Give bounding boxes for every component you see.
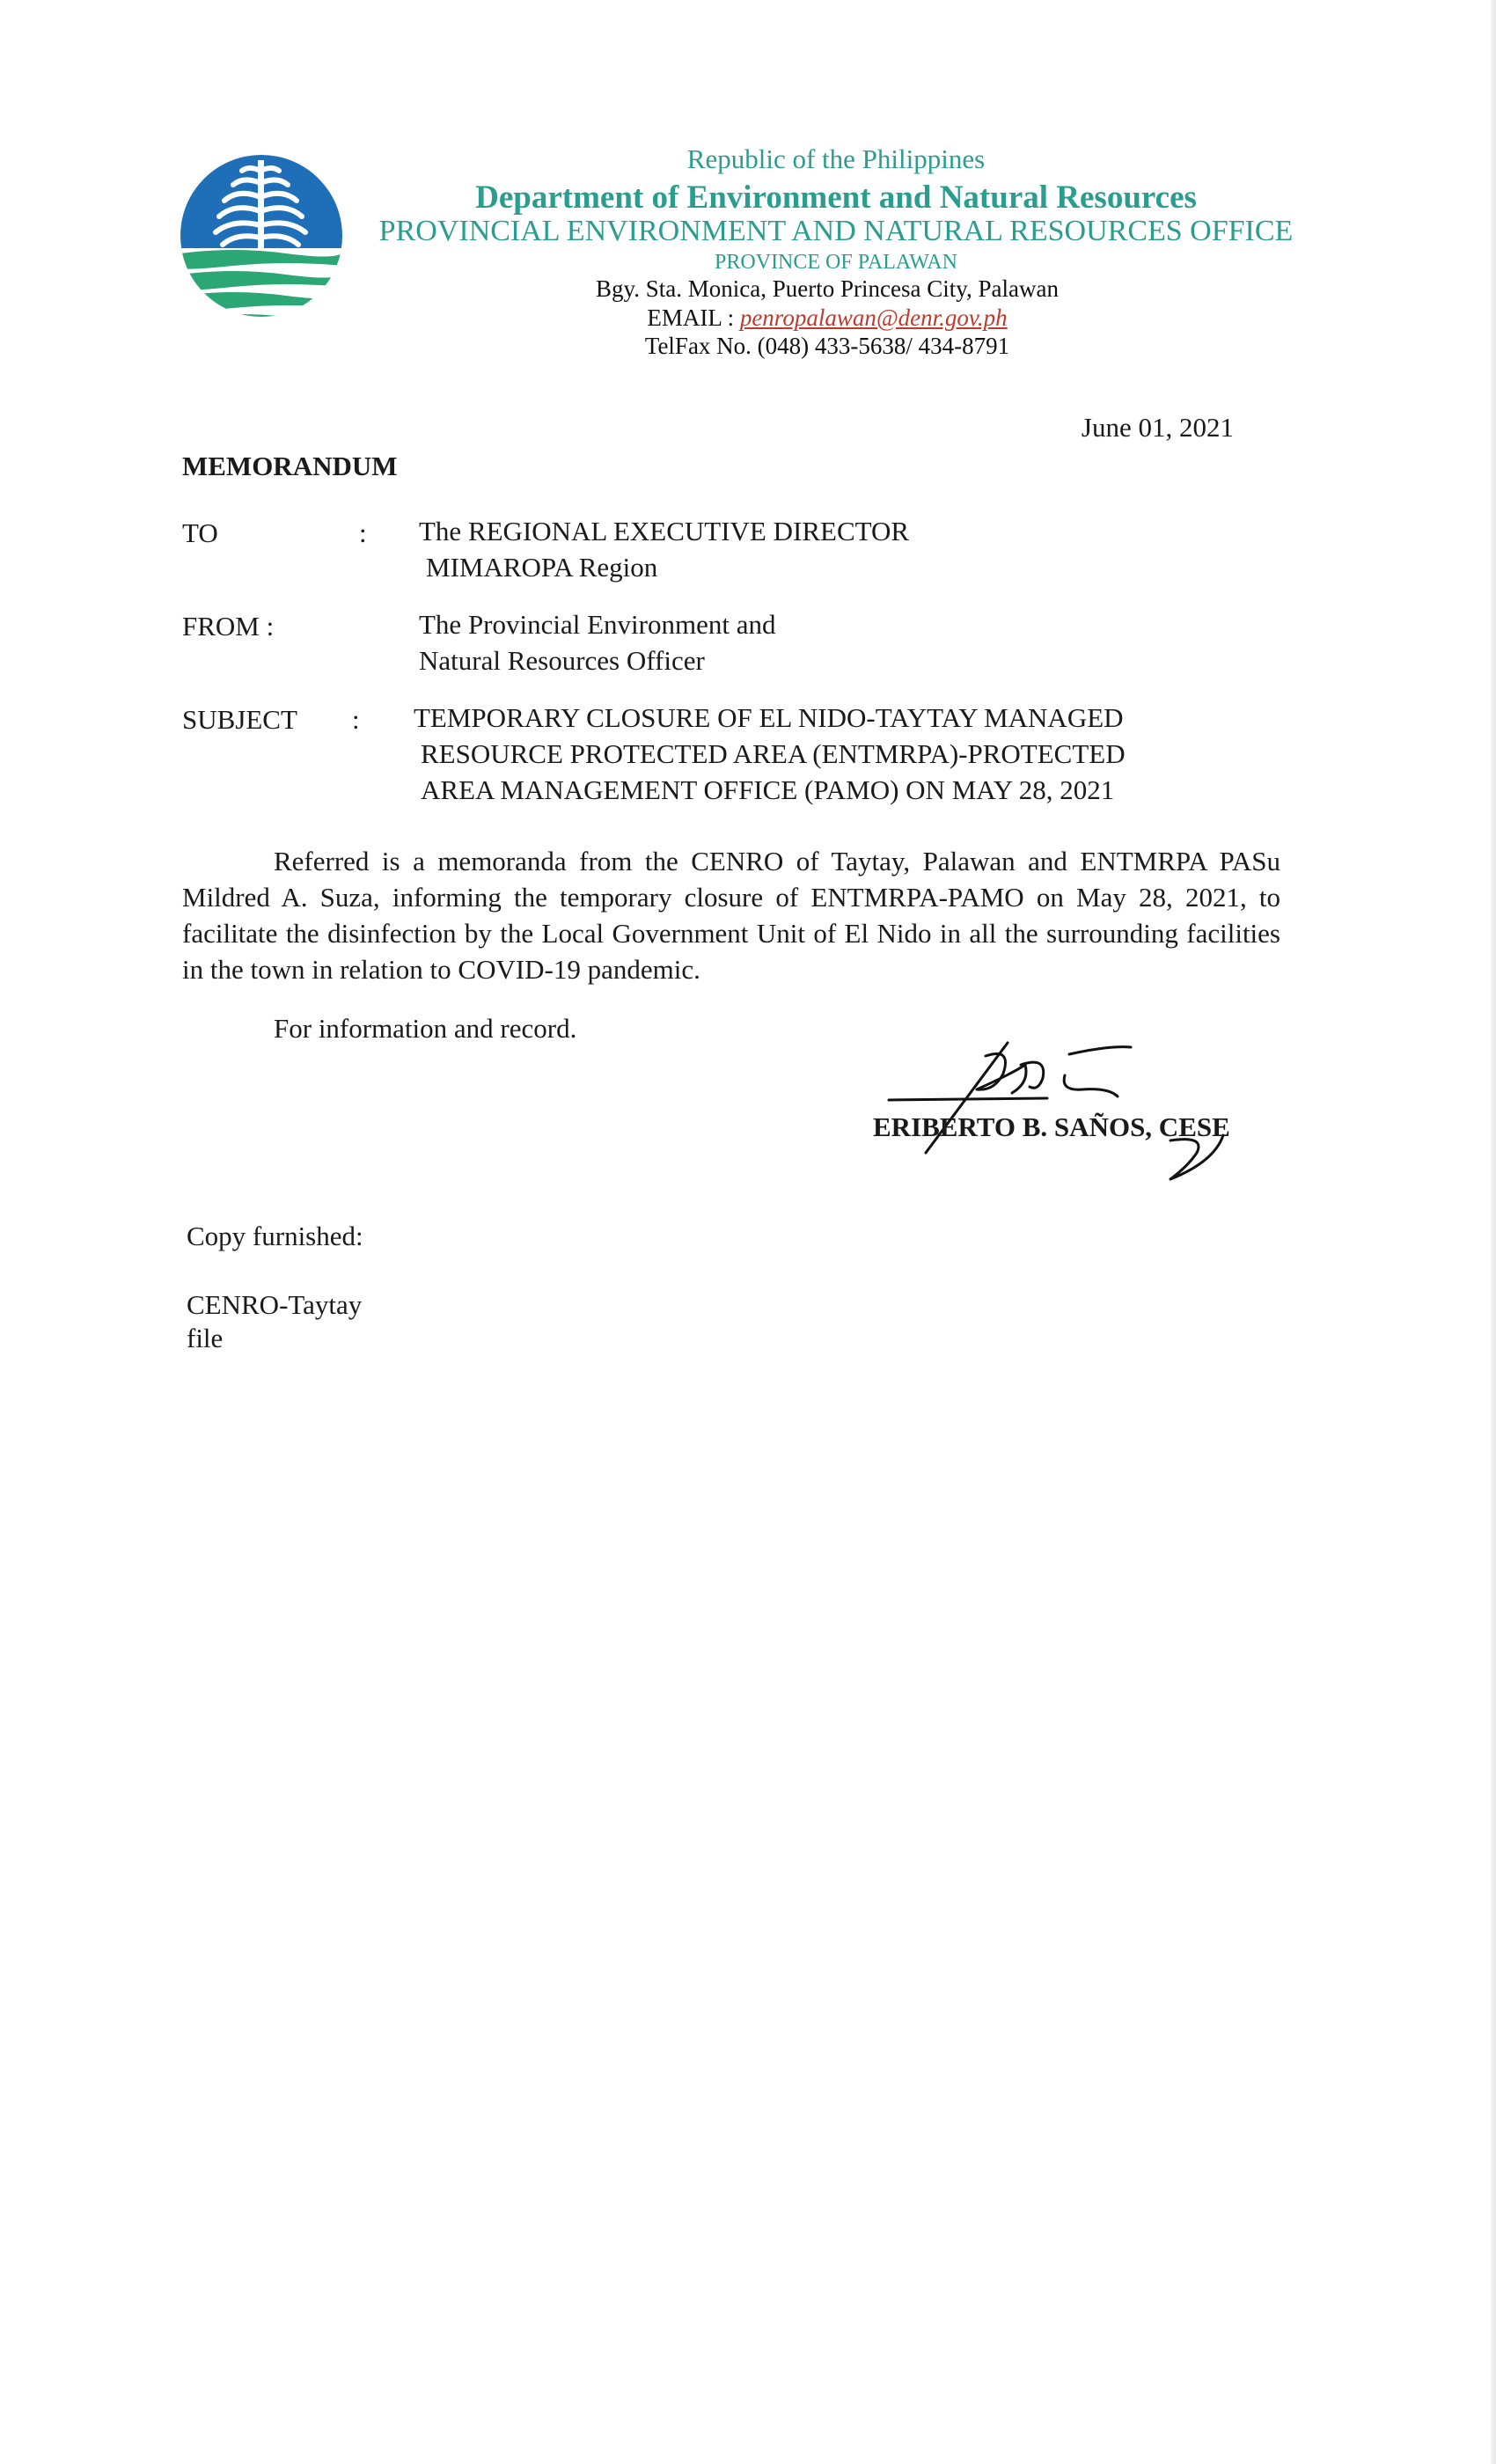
memo-body: Referred is a memoranda from the CENRO of Taytay, Palawan and ENTMRPA PASu Mildred A. Suza, informing the temporary closure of ENTMRPA-PAMO on May 28, 2021, to facilitate the disinfection by the Local Government Unit of El Nido in all the surrounding facilities in the town in relation to COVID-19 pandemic.	[182, 846, 1280, 985]
to-colon: :	[359, 517, 367, 548]
to-line-2: MIMAROPA Region	[426, 552, 658, 583]
header-telfax: TelFax No. (048) 433-5638/ 434-8791	[644, 333, 1010, 359]
to-label: TO	[182, 517, 218, 548]
copy-furnished-label: Copy furnished:	[187, 1221, 363, 1251]
subject-line-2: RESOURCE PROTECTED AREA (ENTMRPA)-PROTECTED	[421, 738, 1126, 769]
email-label: EMAIL :	[647, 304, 735, 331]
header-email-line	[431, 304, 1223, 332]
subject-colon: :	[352, 704, 360, 735]
header-address: Bgy. Sta. Monica, Puerto Princesa City, Palawan	[596, 275, 1059, 302]
closing-line: For information and record.	[274, 1013, 577, 1044]
memo-date: June 01, 2021	[1081, 412, 1234, 443]
signatory-name: ERIBERTO B. SAÑOS, CESE	[873, 1111, 1230, 1142]
subject-label: SUBJECT	[182, 704, 297, 735]
from-line-1: The Provincial Environment and	[419, 609, 776, 640]
header-department: Department of Environment and Natural Resources	[475, 180, 1197, 216]
email-link[interactable]: penropalawan@denr.gov.ph	[739, 304, 1008, 331]
header-office: PROVINCIAL ENVIRONMENT AND NATURAL RESOURCES OFFICE	[378, 215, 1294, 247]
copy-recipient: CENRO-Taytay	[187, 1289, 363, 1320]
subject-line-3: AREA MANAGEMENT OFFICE (PAMO) ON MAY 28, 2021	[421, 774, 1115, 805]
memo-title: MEMORANDUM	[182, 451, 398, 481]
header-republic: Republic of the Philippines	[686, 143, 986, 174]
to-line-1: The REGIONAL EXECUTIVE DIRECTOR	[419, 516, 910, 546]
subject-line-1: TEMPORARY CLOSURE OF EL NIDO-TAYTAY MANAGED	[414, 702, 1124, 733]
denr-logo	[180, 150, 343, 334]
header-province: PROVINCE OF PALAWAN	[715, 251, 957, 274]
from-label: FROM :	[182, 611, 275, 642]
copy-recipient: file	[187, 1323, 224, 1353]
from-line-2: Natural Resources Officer	[419, 645, 705, 676]
scan-edge-shadow	[1491, 0, 1496, 2464]
